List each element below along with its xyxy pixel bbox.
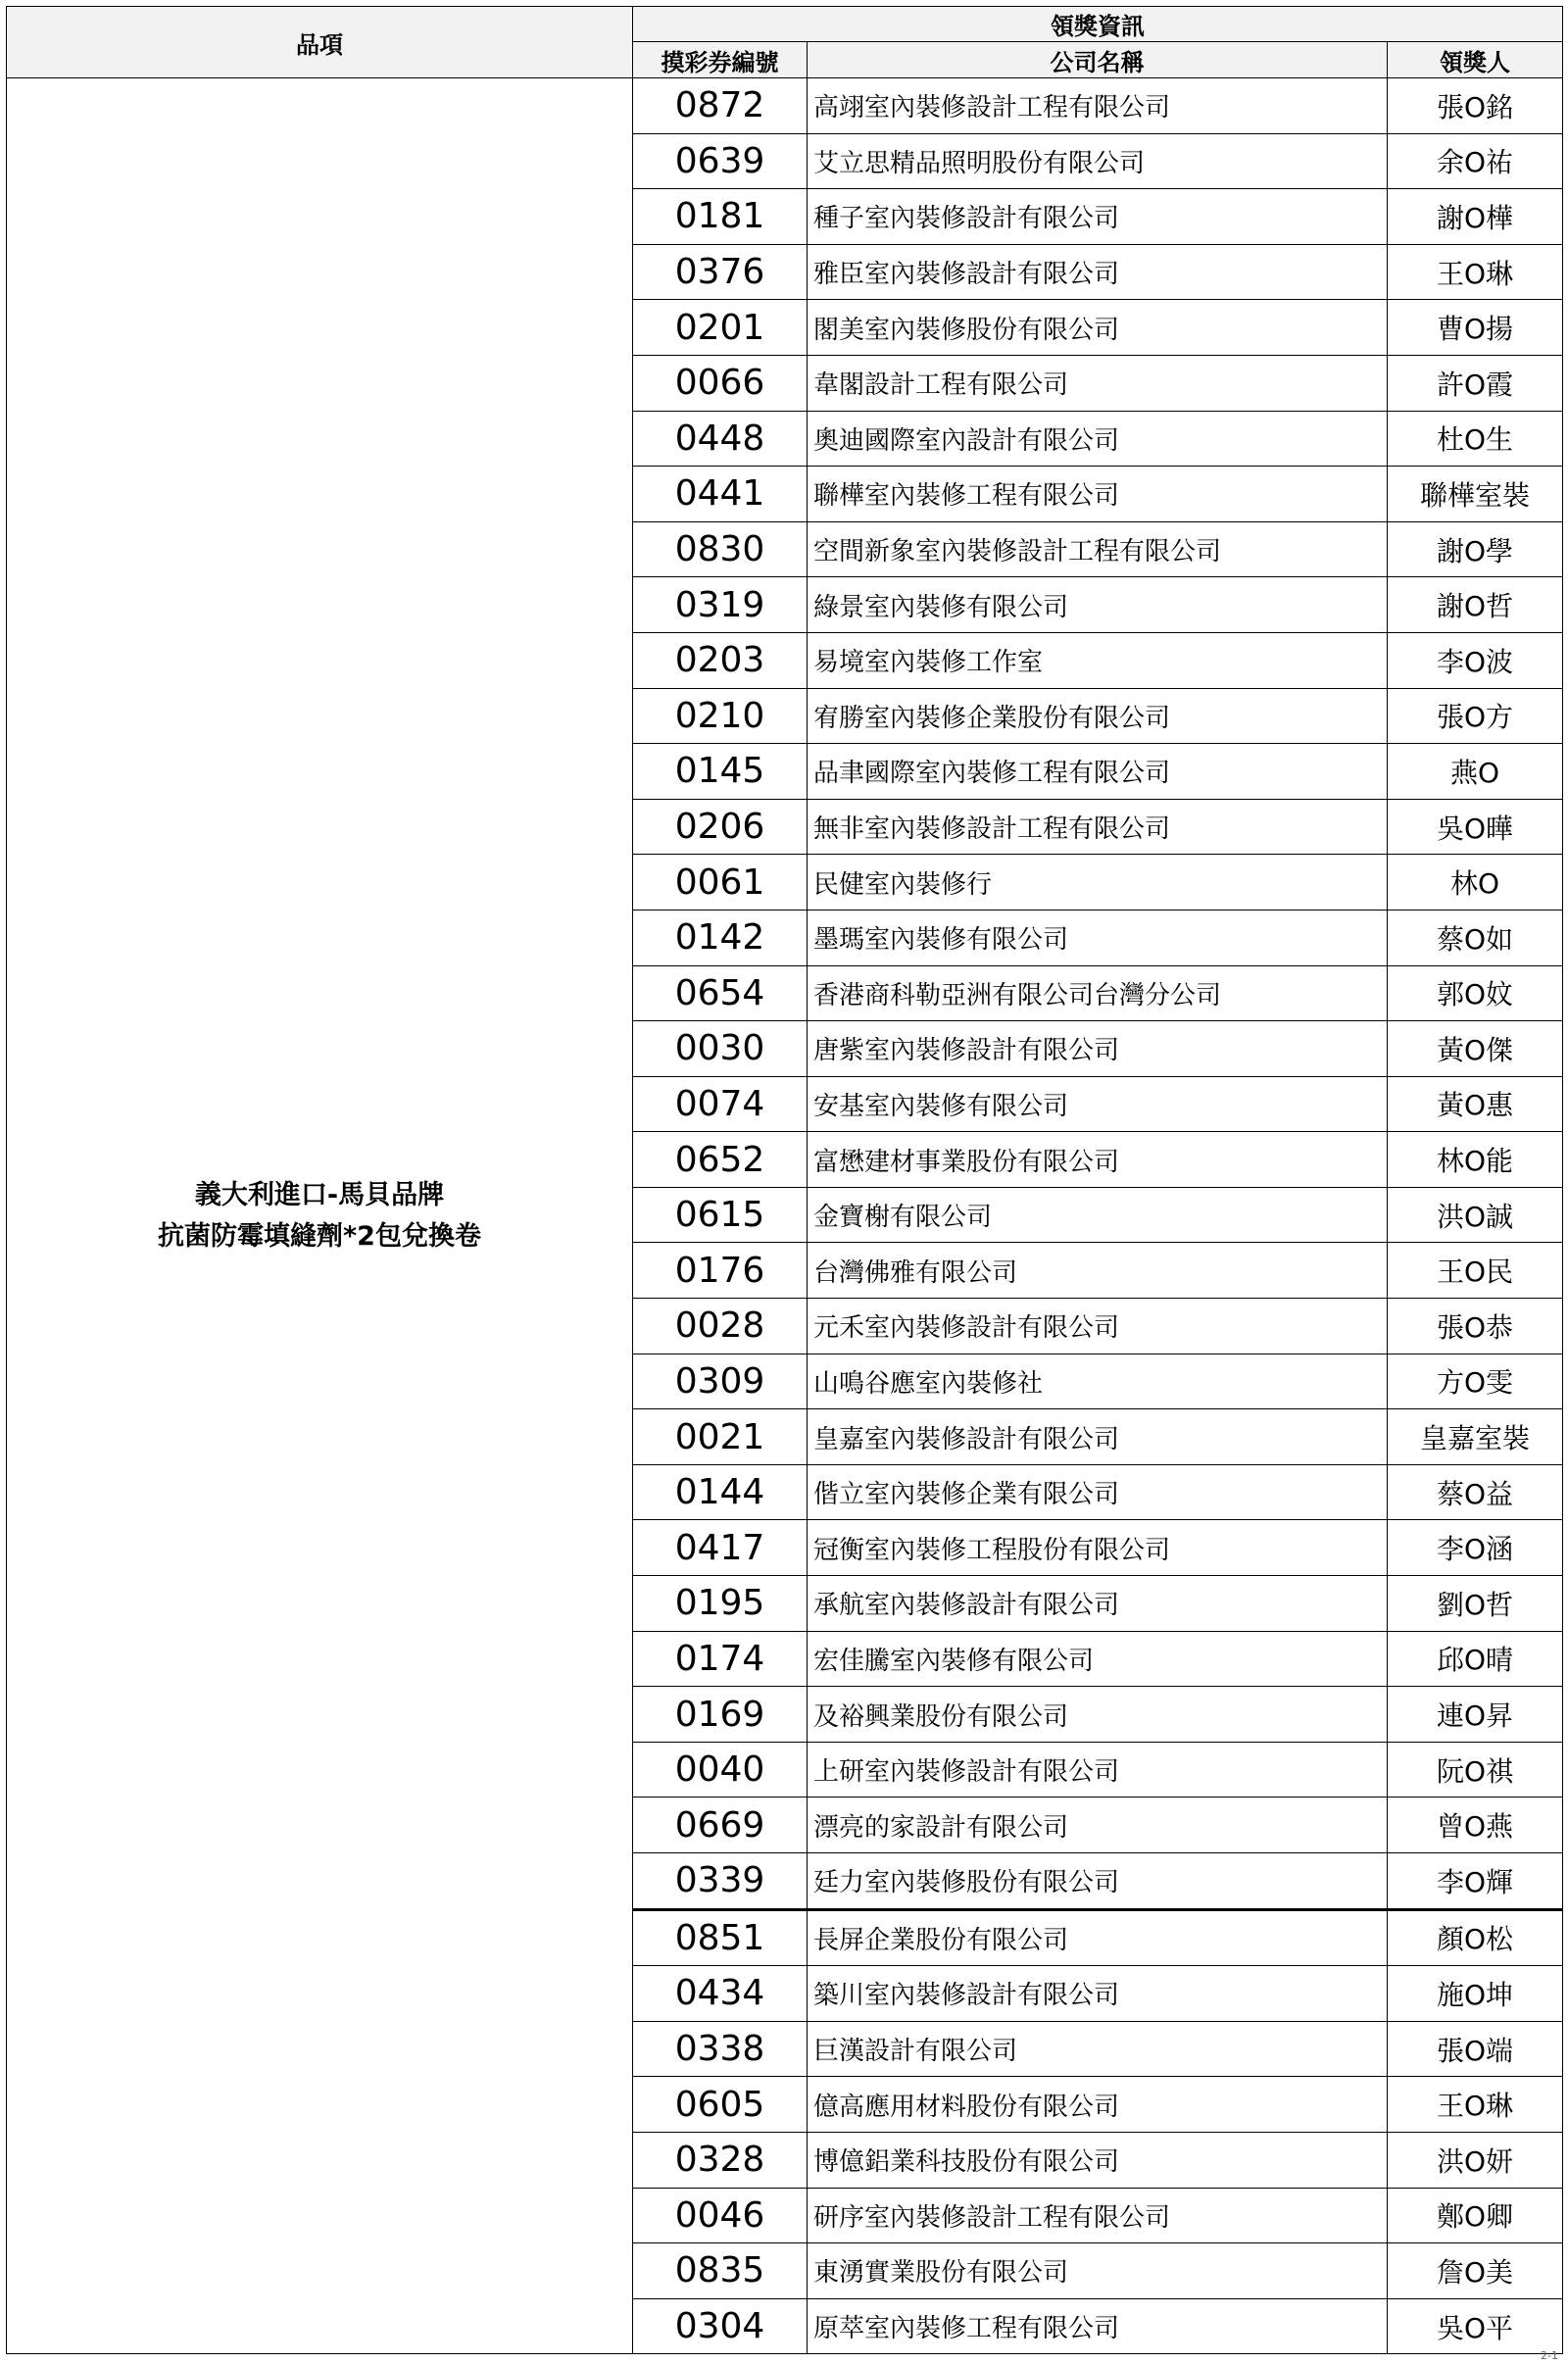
company-name: 東湧實業股份有限公司 [808,2243,1388,2299]
ticket-number: 0206 [633,799,808,855]
company-name: 偕立室內裝修企業有限公司 [808,1464,1388,1520]
ticket-number: 0615 [633,1187,808,1243]
winner-name: 蔡O如 [1388,910,1563,965]
ticket-number: 0142 [633,910,808,965]
company-name: 高翊室內裝修設計工程有限公司 [808,78,1388,134]
prize-info-header: 領獎資訊 [633,7,1563,42]
ticket-number: 0195 [633,1576,808,1632]
ticket-number: 0339 [633,1853,808,1910]
ticket-number: 0028 [633,1299,808,1354]
winner-name: 許O霞 [1388,355,1563,411]
ticket-number: 0654 [633,965,808,1021]
winner-name: 連O昇 [1388,1687,1563,1743]
prize-item-line1: 義大利進口-馬貝品牌 [194,1179,445,1210]
ticket-number: 0201 [633,300,808,356]
ticket-number: 0210 [633,688,808,744]
winner-name: 張O端 [1388,2021,1563,2077]
company-name: 漂亮的家設計有限公司 [808,1798,1388,1853]
winner-name: 杜O生 [1388,411,1563,467]
ticket-number: 0835 [633,2243,808,2299]
winner-name: 黃O惠 [1388,1076,1563,1132]
winner-name: 方O雯 [1388,1354,1563,1409]
ticket-number: 0309 [633,1354,808,1409]
ticket-number: 0872 [633,78,808,134]
winner-name: 洪O妍 [1388,2132,1563,2188]
winner-name: 王O民 [1388,1243,1563,1299]
company-name: 上研室內裝修設計有限公司 [808,1742,1388,1798]
company-name: 奧迪國際室內設計有限公司 [808,411,1388,467]
ticket-number: 0417 [633,1520,808,1576]
winner-name: 聯樺室裝 [1388,467,1563,522]
ticket-number: 0030 [633,1021,808,1077]
winner-name: 阮O祺 [1388,1742,1563,1798]
ticket-number: 0328 [633,2132,808,2188]
prize-sheet [6,6,1562,2362]
company-name: 冠衡室內裝修工程股份有限公司 [808,1520,1388,1576]
ticket-number: 0448 [633,411,808,467]
ticket-number: 0046 [633,2188,808,2243]
ticket-number: 0605 [633,2077,808,2133]
company-name: 民健室內裝修行 [808,855,1388,911]
company-name: 宥勝室內裝修企業股份有限公司 [808,688,1388,744]
company-name: 空間新象室內裝修設計工程有限公司 [808,521,1388,577]
ticket-number: 0319 [633,577,808,633]
ticket-number: 0304 [633,2298,808,2354]
ticket-number: 0021 [633,1409,808,1465]
winner-name: 郭O妏 [1388,965,1563,1021]
winner-name: 邱O晴 [1388,1631,1563,1687]
company-name: 元禾室內裝修設計有限公司 [808,1299,1388,1354]
ticket-number: 0652 [633,1132,808,1188]
prize-table [6,6,1563,2354]
company-name: 香港商科勒亞洲有限公司台灣分公司 [808,965,1388,1021]
ticket-number: 0830 [633,521,808,577]
company-name: 綠景室內裝修有限公司 [808,577,1388,633]
company-name: 韋閣設計工程有限公司 [808,355,1388,411]
company-name: 富懋建材事業股份有限公司 [808,1132,1388,1188]
company-name: 博億鋁業科技股份有限公司 [808,2132,1388,2188]
page-mark: 2-1 [1541,2349,1558,2362]
ticket-number: 0074 [633,1076,808,1132]
prize-item-cell [7,78,633,2354]
winner-name: 謝O哲 [1388,577,1563,633]
company-name: 金寶榭有限公司 [808,1187,1388,1243]
winner-header: 領獎人 [1388,42,1563,78]
company-name: 易境室內裝修工作室 [808,632,1388,688]
winner-name: 曾O燕 [1388,1798,1563,1853]
company-name: 研序室內裝修設計工程有限公司 [808,2188,1388,2243]
ticket-number: 0376 [633,244,808,300]
company-name: 廷力室內裝修股份有限公司 [808,1853,1388,1910]
company-name: 艾立思精品照明股份有限公司 [808,133,1388,189]
company-name: 安基室內裝修有限公司 [808,1076,1388,1132]
company-name: 巨漢設計有限公司 [808,2021,1388,2077]
ticket-number: 0066 [633,355,808,411]
ticket-number: 0176 [633,1243,808,1299]
prize-item-line2: 抗菌防霉填縫劑*2包兌換卷 [158,1220,481,1252]
ticket-number: 0174 [633,1631,808,1687]
company-name: 長屏企業股份有限公司 [808,1909,1388,1966]
winner-name: 蔡O益 [1388,1464,1563,1520]
winner-name: 燕O [1388,744,1563,800]
winner-rows [7,78,1563,2354]
company-name: 承航室內裝修設計有限公司 [808,1576,1388,1632]
winner-name: 李O輝 [1388,1853,1563,1910]
winner-name: 黃O傑 [1388,1021,1563,1077]
company-name: 品聿國際室內裝修工程有限公司 [808,744,1388,800]
winner-name: 顏O松 [1388,1909,1563,1966]
company-name: 皇嘉室內裝修設計有限公司 [808,1409,1388,1465]
company-name: 種子室內裝修設計有限公司 [808,189,1388,245]
company-name: 築川室內裝修設計有限公司 [808,1966,1388,2022]
ticket-number: 0851 [633,1909,808,1966]
winner-name: 張O恭 [1388,1299,1563,1354]
winner-name: 張O方 [1388,688,1563,744]
ticket-number: 0181 [633,189,808,245]
company-name: 台灣佛雅有限公司 [808,1243,1388,1299]
ticket-number: 0441 [633,467,808,522]
winner-name: 劉O哲 [1388,1576,1563,1632]
company-name: 宏佳騰室內裝修有限公司 [808,1631,1388,1687]
table-row [7,78,1563,134]
ticket-number: 0169 [633,1687,808,1743]
company-name: 閣美室內裝修股份有限公司 [808,300,1388,356]
winner-name: 曹O揚 [1388,300,1563,356]
ticket-number: 0144 [633,1464,808,1520]
company-name: 原萃室內裝修工程有限公司 [808,2298,1388,2354]
ticket-number-header: 摸彩券編號 [633,42,808,78]
company-name: 墨瑪室內裝修有限公司 [808,910,1388,965]
winner-name: 吳O平 [1388,2298,1563,2354]
company-name: 及裕興業股份有限公司 [808,1687,1388,1743]
ticket-number: 0338 [633,2021,808,2077]
winner-name: 林O能 [1388,1132,1563,1188]
winner-name: 謝O學 [1388,521,1563,577]
winner-name: 謝O樺 [1388,189,1563,245]
winner-name: 李O涵 [1388,1520,1563,1576]
winner-name: 吳O曄 [1388,799,1563,855]
winner-name: 鄭O卿 [1388,2188,1563,2243]
ticket-number: 0040 [633,1742,808,1798]
company-name-header: 公司名稱 [808,42,1388,78]
winner-name: 李O波 [1388,632,1563,688]
item-header: 品項 [7,7,633,78]
company-name: 億高應用材料股份有限公司 [808,2077,1388,2133]
company-name: 無非室內裝修設計工程有限公司 [808,799,1388,855]
winner-name: 皇嘉室裝 [1388,1409,1563,1465]
company-name: 山鳴谷應室內裝修社 [808,1354,1388,1409]
winner-name: 林O [1388,855,1563,911]
ticket-number: 0669 [633,1798,808,1853]
ticket-number: 0145 [633,744,808,800]
ticket-number: 0639 [633,133,808,189]
winner-name: 張O銘 [1388,78,1563,134]
winner-name: 余O祐 [1388,133,1563,189]
winner-name: 施O坤 [1388,1966,1563,2022]
company-name: 唐紫室內裝修設計有限公司 [808,1021,1388,1077]
ticket-number: 0434 [633,1966,808,2022]
ticket-number: 0061 [633,855,808,911]
company-name: 雅臣室內裝修設計有限公司 [808,244,1388,300]
winner-name: 洪O誠 [1388,1187,1563,1243]
winner-name: 詹O美 [1388,2243,1563,2299]
company-name: 聯樺室內裝修工程有限公司 [808,467,1388,522]
winner-name: 王O琳 [1388,2077,1563,2133]
winner-name: 王O琳 [1388,244,1563,300]
ticket-number: 0203 [633,632,808,688]
